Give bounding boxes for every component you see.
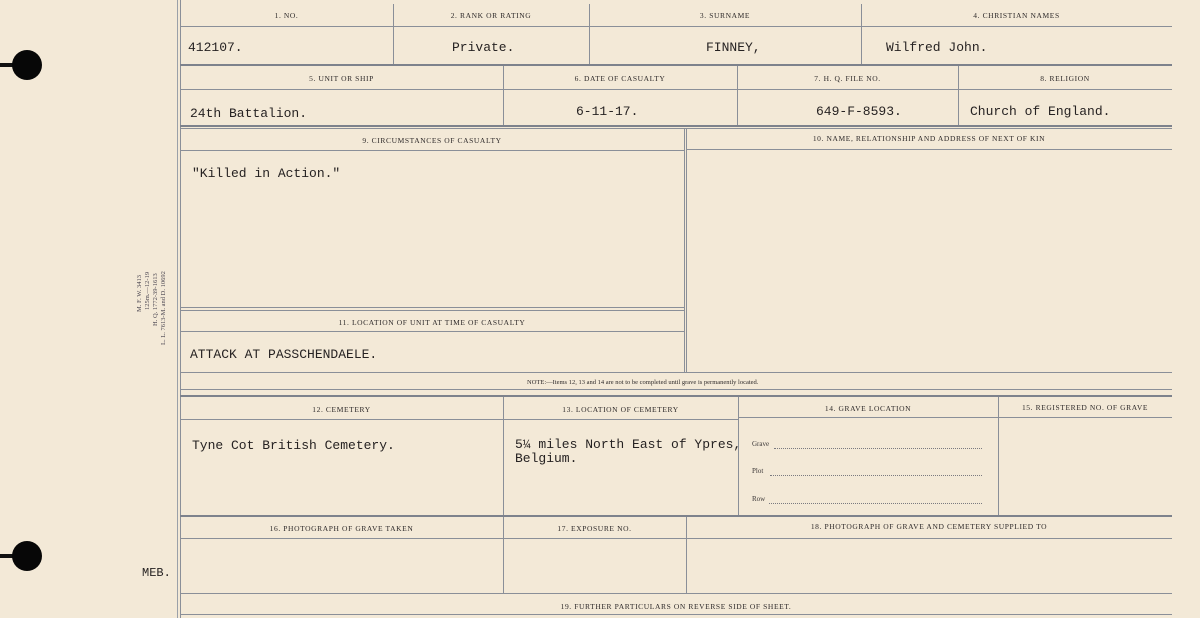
label-hq-file-no: 7. H. Q. FILE NO.	[814, 74, 881, 83]
rule	[180, 372, 1172, 373]
side-print-line-3: H. Q. 1772-39-1613	[152, 273, 159, 326]
rule	[180, 614, 1172, 615]
value-location-of-unit: ATTACK AT PASSCHENDAELE.	[190, 347, 378, 362]
value-hq-file-no: 649-F-8593.	[816, 104, 902, 119]
plot-dotted-line	[770, 475, 982, 476]
label-surname: 3. SURNAME	[699, 11, 751, 20]
rule	[180, 307, 684, 308]
label-circumstances: 9. CIRCUMSTANCES OF CASUALTY	[362, 136, 502, 145]
label-registered-no: 15. REGISTERED NO. OF GRAVE	[1021, 403, 1149, 412]
side-print-line-2: 125m.—12-19	[144, 271, 151, 310]
label-religion: 8. RELIGION	[1040, 74, 1090, 83]
rule	[684, 128, 685, 373]
binder-hole-bottom	[12, 541, 42, 571]
rule	[686, 149, 1172, 150]
value-christian-names: Wilfred John.	[886, 40, 988, 55]
label-cemetery: 12. CEMETERY	[312, 405, 371, 414]
rule	[180, 331, 684, 332]
label-next-of-kin: 10. NAME, RELATIONSHIP AND ADDRESS OF NEXT OF KIN	[812, 134, 1046, 143]
value-rank: Private.	[452, 40, 515, 55]
value-date-of-casualty: 6-11-17.	[576, 104, 639, 119]
rule	[180, 419, 738, 420]
form-left-border	[177, 0, 178, 618]
binder-hole-top	[12, 50, 42, 80]
rule	[180, 310, 684, 311]
rule	[180, 26, 1172, 27]
grave-label: Grave	[752, 440, 770, 448]
value-unit: 24th Battalion.	[190, 106, 308, 121]
label-photograph-taken: 16. PHOTOGRAPH OF GRAVE TAKEN	[269, 524, 414, 533]
rule	[180, 538, 1172, 539]
plot-label: Plot	[752, 467, 764, 475]
side-print-line-1: M. F. W. 3413	[136, 274, 143, 312]
grave-dotted-line	[774, 448, 982, 449]
label-unit: 5. UNIT OR SHIP	[309, 74, 374, 83]
label-photograph-supplied-to: 18. PHOTOGRAPH OF GRAVE AND CEMETERY SUPPLIED TO	[810, 522, 1048, 531]
row-dotted-line	[769, 503, 982, 504]
label-date-of-casualty: 6. DATE OF CASUALTY	[574, 74, 666, 83]
rule	[180, 593, 1172, 594]
value-circumstances: "Killed in Action."	[192, 166, 341, 181]
label-rank: 2. RANK OR RATING	[450, 11, 532, 20]
rule	[738, 397, 739, 515]
rule	[503, 397, 504, 515]
rule	[180, 64, 1172, 66]
value-religion: Church of England.	[970, 104, 1111, 119]
value-surname: FINNEY,	[706, 40, 761, 55]
margin-initials: MEB.	[142, 566, 171, 580]
label-location-of-cemetery: 13. LOCATION OF CEMETERY	[562, 405, 679, 414]
label-grave-location: 14. GRAVE LOCATION	[824, 404, 912, 413]
rule	[180, 125, 1172, 127]
rule	[180, 150, 684, 151]
rule	[686, 128, 687, 373]
label-location-of-unit: 11. LOCATION OF UNIT AT TIME OF CASUALTY	[338, 318, 526, 327]
side-print-line-4: L. L. 7613-M. and D. 10692	[160, 271, 167, 345]
rule	[998, 417, 1172, 418]
value-location-of-cemetery-line2: Belgium.	[515, 451, 578, 466]
label-number: 1. NO.	[274, 11, 299, 20]
label-further-particulars: 19. FURTHER PARTICULARS ON REVERSE SIDE OF SHEET.	[560, 602, 792, 611]
rule	[998, 397, 999, 515]
note-items-12-14: NOTE:—Items 12, 13 and 14 are not to be completed until grave is permanently located.	[527, 379, 759, 386]
rule	[180, 515, 1172, 517]
value-number: 412107.	[188, 40, 243, 55]
rule	[738, 417, 998, 418]
rule	[180, 389, 1172, 390]
rule	[180, 128, 1172, 129]
value-cemetery: Tyne Cot British Cemetery.	[192, 438, 395, 453]
rule	[180, 89, 1172, 90]
value-location-of-cemetery-line1: 5¼ miles North East of Ypres,	[515, 437, 742, 452]
label-exposure-no: 17. EXPOSURE NO.	[557, 524, 632, 533]
label-christian-names: 4. CHRISTIAN NAMES	[973, 11, 1060, 20]
row-label: Row	[752, 495, 766, 503]
rule	[180, 395, 1172, 397]
